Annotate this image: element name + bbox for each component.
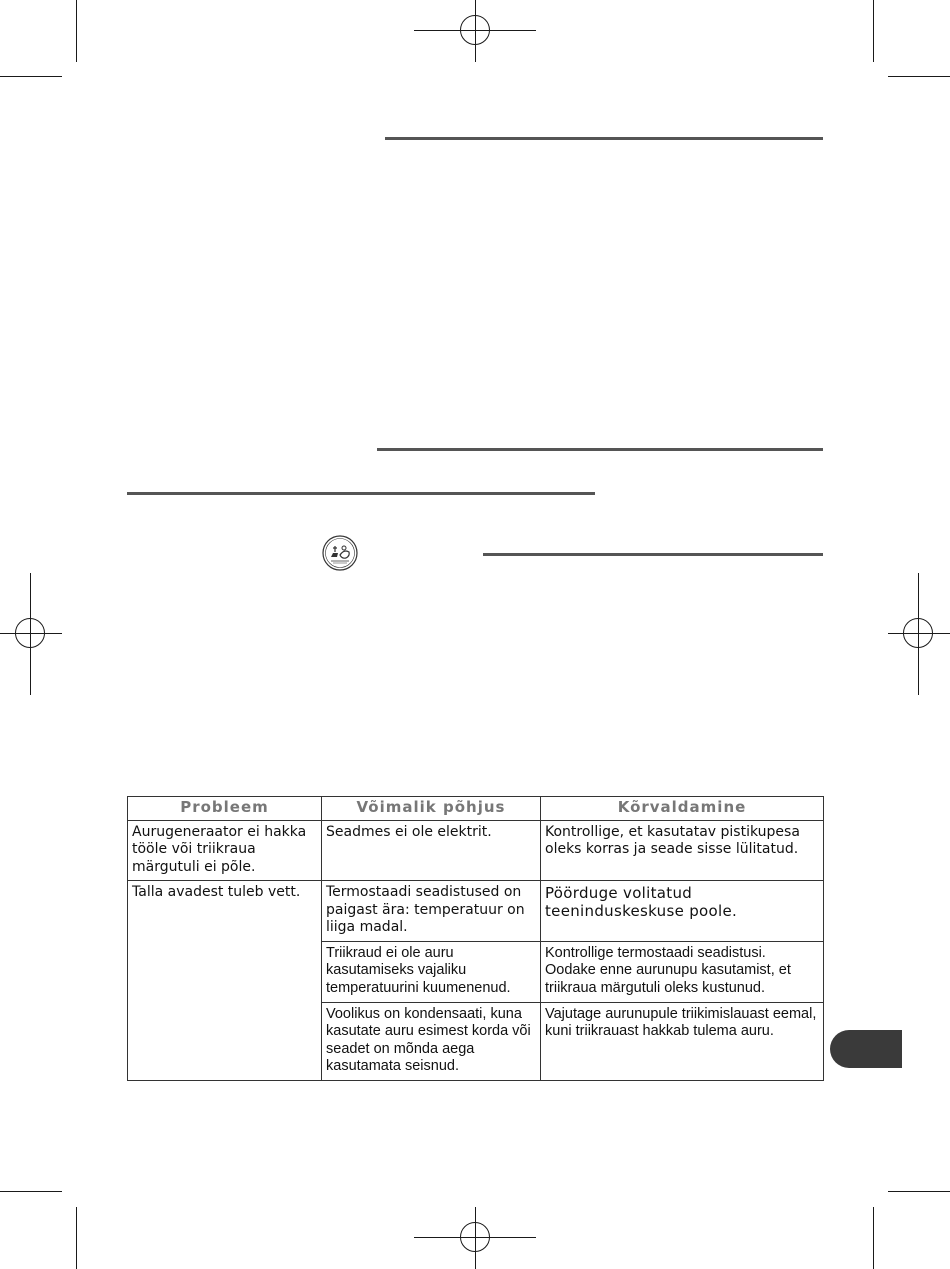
crop-mark-bottom-left-vertical <box>76 1207 77 1269</box>
section-rule-middle <box>377 448 823 451</box>
row2-problem: Talla avadest tuleb vett. <box>128 881 322 1081</box>
row1-cause: Seadmes ei ole elektrit. <box>322 820 541 881</box>
row1-problem: Aurugeneraator ei hakka tööle või triikraua märgutuli ei põle. <box>128 820 322 881</box>
steam-station-logo-icon <box>322 535 358 571</box>
table-header-row <box>128 797 824 821</box>
table-row <box>128 881 824 942</box>
row2-solution3: Vajutage aurunupule triikimislauast eemal, kuni triikrauast hakkab tulema auru. <box>541 1002 824 1080</box>
row1-solution: Kontrollige, et kasutatav pistikupesa oleks korras ja seade sisse lülitatud. <box>541 820 824 881</box>
section-rule-top <box>385 137 823 140</box>
page-section-tab <box>830 1030 902 1068</box>
crop-mark-top-left-horizontal <box>0 76 62 77</box>
troubleshooting-table <box>127 796 824 1081</box>
row2-cause3: Voolikus on kondensaati, kuna kasutate auru esimest korda või seadet on mõnda aega kasutamata seisnud. <box>322 1002 541 1080</box>
crop-mark-top-left-vertical <box>76 0 77 62</box>
section-rule-right <box>483 553 823 556</box>
crop-mark-top-right-horizontal <box>888 76 950 77</box>
header-problem: Probleem <box>128 797 322 821</box>
crop-mark-bottom-left-horizontal <box>0 1191 62 1192</box>
registration-mark-right-circle <box>903 618 933 648</box>
registration-mark-left-circle <box>15 618 45 648</box>
registration-mark-top-circle <box>460 15 490 45</box>
header-cause: Võimalik põhjus <box>322 797 541 821</box>
header-solution: Kõrvaldamine <box>541 797 824 821</box>
row2-cause2: Triikraud ei ole auru kasutamiseks vajaliku temperatuurini kuumenenud. <box>322 941 541 1002</box>
row2-solution2: Kontrollige termostaadi seadistusi. Oodake enne aurunupu kasutamist, et triikraua märgutuli oleks kustunud. <box>541 941 824 1002</box>
section-rule-left <box>127 492 595 495</box>
row2-solution1: Pöörduge volitatud teeninduskeskuse poole. <box>541 881 824 942</box>
table-row <box>128 820 824 881</box>
row2-cause1: Termostaadi seadistused on paigast ära: temperatuur on liiga madal. <box>322 881 541 942</box>
crop-mark-bottom-right-horizontal <box>888 1191 950 1192</box>
crop-mark-bottom-right-vertical <box>873 1207 874 1269</box>
crop-mark-top-right-vertical <box>873 0 874 62</box>
registration-mark-bottom-circle <box>460 1222 490 1252</box>
